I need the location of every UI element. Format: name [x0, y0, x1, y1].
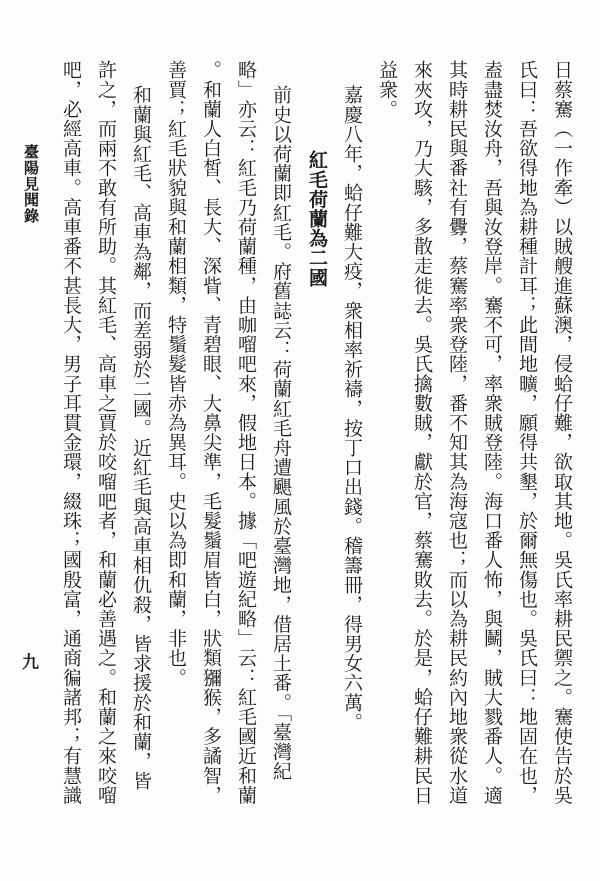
- text-column-12: 善賈；紅毛狀貌與和蘭相類，特鬚髮皆赤為異耳。史以為即和蘭，非也。: [165, 60, 187, 688]
- text-column-11: 。和蘭人白皙、長大、深眥、青碧眼、大鼻尖準，毛髮鬚眉皆白，狀類獼猴，多譎智，: [200, 60, 222, 805]
- running-title: 臺陽見聞錄: [22, 144, 40, 224]
- text-column-10: 略」亦云：紅毛乃荷蘭種，由咖𠺕吧來，假地日本。據「吧遊紀略」云：紅毛國近和蘭: [235, 60, 257, 805]
- text-column-14: 許之，而兩不敢有所助。其紅毛、高車之賈於咬𠺕吧者，和蘭必善遇之。和蘭之來咬𠺕: [95, 60, 117, 805]
- text-column-9: 前史以荷蘭即紅毛。府舊誌云：荷蘭紅毛舟遭颶風於臺灣地，借居土番。「臺灣紀: [270, 85, 292, 782]
- text-column-6: 益衆。: [376, 60, 398, 119]
- section-heading: 紅毛荷蘭為二國: [306, 150, 328, 288]
- text-column-5: 來夾攻，乃大駭，多散走徙去。吳氏擒數賊，獻於官，蔡騫敗去。於是，蛤仔難耕民日: [411, 60, 433, 805]
- text-column-3: 盍盡焚汝舟，吾與汝登岸。騫不可，率衆賊登陸。海口番人怖，與鬭，賊大戮番人。適: [481, 60, 503, 805]
- page-number: 九: [22, 653, 39, 673]
- text-column-7: 嘉慶八年，蛤仔難大疫，衆相率祈禱，按丁口出錢。稽籌冊，得男女六萬。: [341, 85, 363, 732]
- text-column-2: 氏曰：吾欲得地為耕種計耳；此間地曠，願得共墾，於爾無傷也。吳氏曰：地固在也，: [516, 60, 538, 805]
- text-column-15: 吧，必經高車。高車番不甚長大，男子耳貫金環，綴珠；國殷富，通商徧諸邦；有慧識: [60, 60, 82, 805]
- text-column-13: 和蘭與紅毛、高車為鄰，而差弱於二國。近紅毛與高車相仇殺，皆求援於和蘭，皆: [130, 85, 152, 791]
- text-column-4: 其時耕民與番社有釁，蔡騫率衆登陸，番不知其為海寇也；而以為耕民約內地衆從水道: [446, 60, 468, 805]
- text-column-1: 日蔡騫（一作牽）以賊艘進蘇澳，侵蛤仔難，欲取其地。吳氏率耕民禦之。騫使告於吳: [551, 60, 573, 805]
